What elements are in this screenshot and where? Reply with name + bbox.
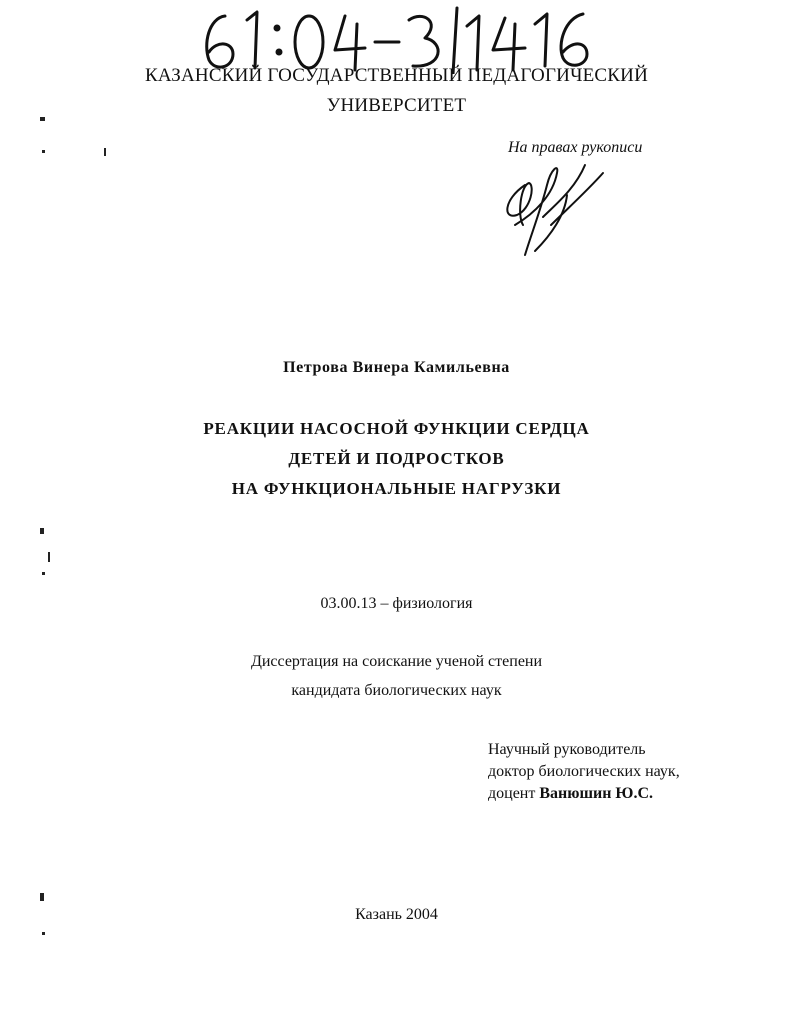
dissertation-title-line1: РЕАКЦИИ НАСОСНОЙ ФУНКЦИИ СЕРДЦА: [203, 419, 590, 438]
scan-speck: [42, 572, 45, 575]
author-name: Петрова Винера Камильевна: [283, 359, 510, 376]
dissertation-title-line2: ДЕТЕЙ И ПОДРОСТКОВ: [288, 449, 505, 468]
scan-speck: [40, 528, 44, 534]
scan-speck: [40, 893, 44, 901]
signature-mark: [495, 155, 615, 260]
scan-speck: [48, 552, 50, 562]
scan-speck: [104, 148, 106, 156]
university-name-line2: УНИВЕРСИТЕТ: [326, 95, 467, 116]
scan-speck: [42, 932, 45, 935]
supervisor-line3: [488, 783, 680, 805]
city-year: Казань 2004: [355, 906, 438, 923]
degree-line2: кандидата биологических наук: [291, 682, 502, 699]
specialty-code: 03.00.13 – физиология: [320, 595, 473, 612]
degree-line1: Диссертация на соискание ученой степени: [250, 653, 543, 670]
scan-speck: [42, 150, 45, 153]
supervisor-block: [488, 739, 680, 805]
supervisor-rank: доцент: [488, 785, 540, 802]
supervisor-line2: доктор биологических наук,: [488, 763, 680, 780]
supervisor-line1: Научный руководитель: [488, 741, 646, 758]
scan-speck: [40, 117, 45, 121]
university-name-line1: КАЗАНСКИЙ ГОСУДАРСТВЕННЫЙ ПЕДАГОГИЧЕСКИЙ: [144, 65, 649, 86]
rights-notice: На правах рукописи: [508, 139, 643, 156]
dissertation-title-line3: НА ФУНКЦИОНАЛЬНЫЕ НАГРУЗКИ: [231, 479, 562, 498]
supervisor-name: Ванюшин Ю.С.: [539, 785, 653, 802]
